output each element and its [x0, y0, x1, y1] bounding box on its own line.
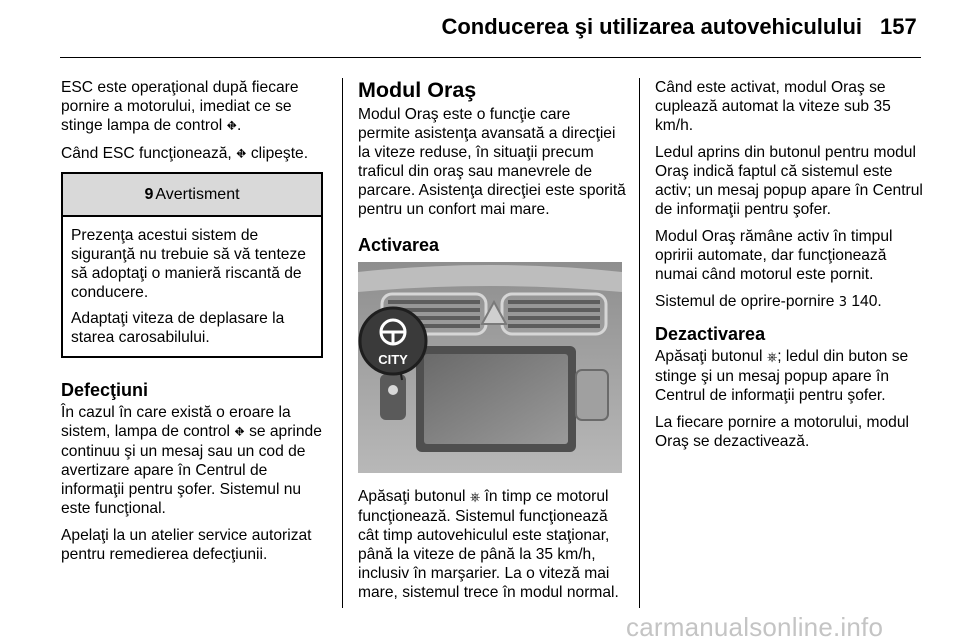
warning-box [61, 172, 323, 358]
warning-title: Avertisment [155, 186, 240, 203]
dashboard-illustration [358, 262, 622, 473]
esc-lamp-icon: ⛖ [236, 147, 247, 162]
paragraph-reset-on-start: La fiecare pornire a motorului, modul Oraş se dezactivează. [655, 414, 909, 450]
column-right [655, 78, 925, 459]
subsection-heading-activation: Activarea [358, 235, 440, 255]
paragraph-stop-start-ref: Sistemul de oprire-pornire 3 140. [655, 293, 882, 310]
page-title: Conducerea şi utilizarea autovehiculului [441, 14, 862, 39]
city-mode-icon: ⎈ [469, 490, 481, 505]
esc-lamp-icon: ⛖ [234, 425, 245, 440]
column-divider-left [342, 78, 343, 608]
paragraph-led-indicator: Ledul aprins din butonul pentru modul Oraş indică faptul că sistemul este activ; un mesaj popup apare în Centrul de informaţii pentru şofer. [655, 144, 923, 218]
section-heading-faults: Defecţiuni [61, 380, 149, 400]
column-left [61, 78, 331, 572]
page-reference-arrow-icon: 3 [838, 295, 848, 310]
paragraph-city-mode-intro: Modul Oraş este o funcţie care permite asistenţa avansată a direcţiei la viteze reduse, în situaţii precum traficul din oraş sau manevrele de parcare. Asistenţa direcţiei este sporită pentru un confort mai mare. [358, 106, 626, 218]
column-divider-right [639, 78, 640, 608]
paragraph-service: Apelaţi la un atelier service autorizat pentru remedierea defecţiunii. [61, 527, 312, 563]
city-mode-icon: ⎈ [766, 350, 778, 365]
warning-paragraph: Adaptaţi viteza de deplasare la starea carosabilului. [71, 310, 285, 346]
dashboard-photo [358, 262, 622, 473]
paragraph-deactivation: Apăsaţi butonul ⎈; ledul din buton se stinge şi un mesaj popup apare în Centrul de informaţii pentru şofer. [655, 348, 909, 404]
paragraph-activation: Apăsaţi butonul ⎈ în timp ce motorul funcţionează. Sistemul funcţionează cât timp autovehiculul este staţionar, până la viteze de până la 35 km/h, inclusiv în marşarier. La o viteză mai mare, sistemul trece în modul normal. [358, 488, 619, 601]
watermark: carmanualsonline.info [626, 612, 884, 642]
warning-paragraph: Prezenţa acestui sistem de siguranţă nu trebuie să vă tenteze să adoptaţi o manieră riscantă de conducere. [71, 227, 306, 301]
subsection-heading-deactivation: Dezactivarea [655, 324, 766, 344]
page-number: 157 [880, 14, 917, 39]
warning-body [63, 217, 321, 356]
city-badge-label: CITY [378, 352, 408, 367]
paragraph-esc-flashing: Când ESC funcţionează, ⛖ clipeşte. [61, 145, 309, 162]
esc-lamp-icon: ⛖ [226, 119, 237, 134]
paragraph-autostop: Modul Oraş rămâne activ în timpul opririi automate, dar funcţionează numai când motorul este pornit. [655, 228, 893, 283]
header-divider [60, 57, 921, 58]
paragraph-auto-engage: Când este activat, modul Oraş se cuplează automat la viteze sub 35 km/h. [655, 79, 891, 134]
column-middle [358, 78, 626, 610]
warning-icon: 9 [144, 186, 154, 203]
paragraph-esc-operational: ESC este operaţional după fiecare pornire a motorului, imediat ce se stinge lampa de control ⛖. [61, 79, 299, 134]
warning-header [63, 174, 321, 217]
paragraph-faults: În cazul în care există o eroare la sistem, lampa de control ⛖ se aprinde continuu şi un mesaj sau un cod de avertizare apare în Centrul de informaţii pentru şofer. Sistemul nu este funcţional. [61, 404, 322, 517]
section-heading-city-mode: Modul Oraş [358, 78, 477, 102]
